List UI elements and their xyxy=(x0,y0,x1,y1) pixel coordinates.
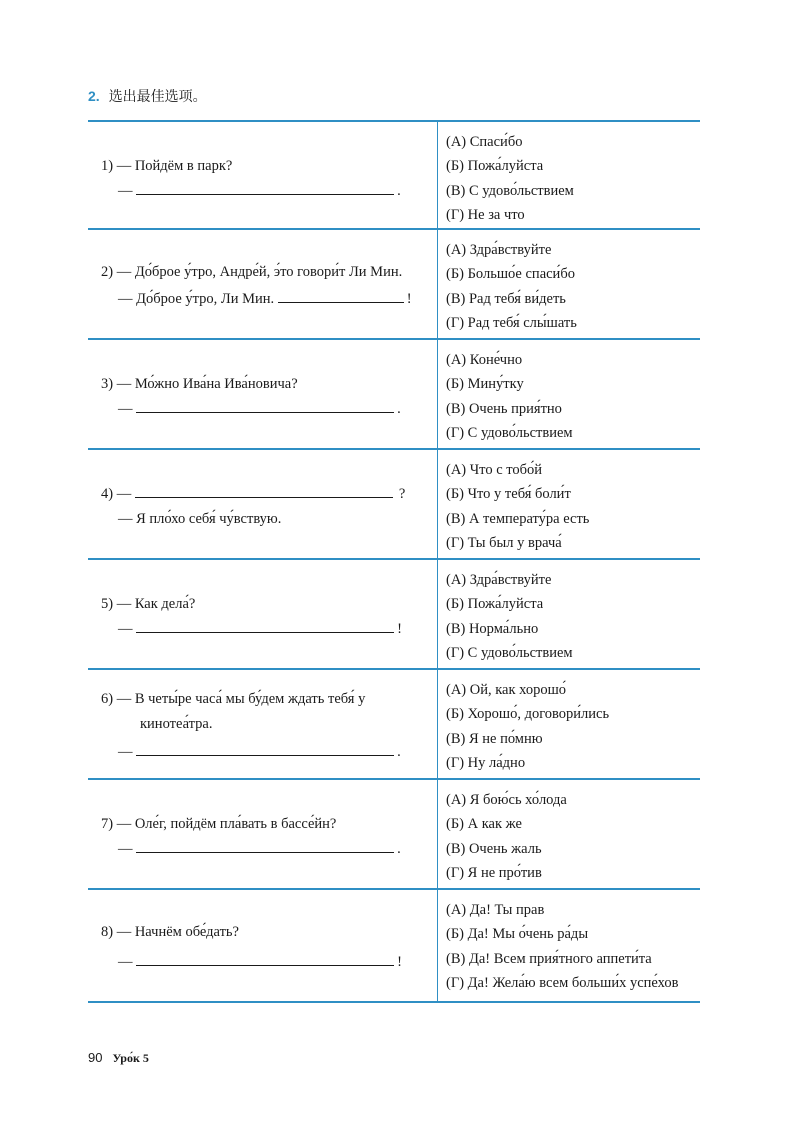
option-2-b[interactable]: (Б) Большо́е спаси́бо xyxy=(446,266,575,283)
option-8-d[interactable]: (Г) Да! Жела́ю всем больши́х успе́хов xyxy=(446,974,679,991)
question-cell-8 xyxy=(88,890,438,1001)
exercise-row-8 xyxy=(88,890,700,1003)
option-1-c[interactable]: (В) С удово́льствием xyxy=(446,182,574,199)
option-7-c[interactable]: (В) Очень жаль xyxy=(446,840,542,857)
exercise-row-4 xyxy=(88,450,700,560)
answer-blank-3[interactable] xyxy=(136,397,394,413)
question-1-end: . xyxy=(397,183,401,199)
exercise-table xyxy=(88,120,700,1003)
options-cell-7 xyxy=(446,788,567,885)
question-8-line-1: 8) — Начнём обе́дать? xyxy=(101,924,239,940)
question-7-line-1: 7) — Оле́г, пойдём пла́вать в бассе́йн? xyxy=(101,816,337,832)
exercise-row-3 xyxy=(88,340,700,450)
option-6-a[interactable]: (А) Ой, как хорошо́ xyxy=(446,682,567,698)
question-2-line-1: 2) — До́брое у́тро, Андре́й, э́то говори́т Ли Мин. xyxy=(101,264,403,280)
question-3-end: . xyxy=(397,401,401,417)
question-5-dash: — xyxy=(118,621,133,637)
question-3-line-1: 3) — Мо́жно Ива́на Ива́новича? xyxy=(101,376,298,392)
question-cell-5 xyxy=(88,560,438,668)
question-6-line-1: 6) — В четы́ре часа́ мы бу́дем ждать тебя́ у xyxy=(101,691,366,707)
question-8-end: ! xyxy=(397,954,402,970)
question-7-end: . xyxy=(397,841,401,857)
option-1-d[interactable]: (Г) Не за что xyxy=(446,206,525,223)
exercise-row-5 xyxy=(88,560,700,670)
exercise-number: 2. xyxy=(88,88,100,104)
options-cell-4 xyxy=(446,458,589,555)
question-6-dash: — xyxy=(118,744,133,760)
answer-blank-2[interactable] xyxy=(278,287,404,303)
option-5-d[interactable]: (Г) С удово́льствием xyxy=(446,644,573,661)
option-2-d[interactable]: (Г) Рад тебя́ слы́шать xyxy=(446,314,577,331)
question-8-line-2 xyxy=(118,950,402,974)
options-cell-5 xyxy=(446,568,573,665)
page-footer xyxy=(88,1050,149,1066)
option-7-b[interactable]: (Б) А как же xyxy=(446,816,522,833)
option-1-a[interactable]: (А) Спаси́бо xyxy=(446,134,523,150)
exercise-row-2 xyxy=(88,230,700,340)
question-7-dash: — xyxy=(118,841,133,857)
answer-blank-8[interactable] xyxy=(136,950,394,966)
question-6-line-2: кинотеа́тра. xyxy=(140,716,213,732)
exercise-heading xyxy=(88,86,207,106)
lesson-label: Уро́к 5 xyxy=(112,1051,149,1065)
answer-blank-4[interactable] xyxy=(135,482,393,498)
option-8-b[interactable]: (Б) Да! Мы о́чень ра́ды xyxy=(446,926,589,943)
option-3-c[interactable]: (В) Очень прия́тно xyxy=(446,400,562,417)
option-5-c[interactable]: (В) Норма́льно xyxy=(446,620,539,637)
option-8-a[interactable]: (А) Да! Ты прав xyxy=(446,902,545,918)
question-3-line-2 xyxy=(118,397,401,421)
question-2-text: — До́брое у́тро, Ли Мин. xyxy=(118,291,275,307)
option-8-c[interactable]: (В) Да! Всем прия́тного аппети́та xyxy=(446,950,652,967)
option-3-d[interactable]: (Г) С удово́льствием xyxy=(446,424,573,441)
exercise-title: 选出最佳选项。 xyxy=(108,89,207,105)
options-cell-1 xyxy=(446,130,574,227)
option-1-b[interactable]: (Б) Пожа́луйста xyxy=(446,158,544,175)
answer-blank-1[interactable] xyxy=(136,179,394,195)
option-6-c[interactable]: (В) Я не по́мню xyxy=(446,730,543,747)
question-cell-7 xyxy=(88,780,438,888)
option-4-b[interactable]: (Б) Что у тебя́ боли́т xyxy=(446,486,571,503)
options-cell-6 xyxy=(446,678,609,775)
question-7-line-2 xyxy=(118,837,401,861)
option-4-c[interactable]: (В) А температу́ра есть xyxy=(446,510,590,527)
question-cell-2 xyxy=(88,230,438,338)
question-cell-3 xyxy=(88,340,438,448)
option-6-b[interactable]: (Б) Хорошо́, договори́лись xyxy=(446,706,610,723)
exercise-row-7 xyxy=(88,780,700,890)
option-7-a[interactable]: (А) Я бою́сь хо́лода xyxy=(446,792,567,808)
options-cell-3 xyxy=(446,348,573,445)
question-4-line-2: — Я пло́хо себя́ чу́вствую. xyxy=(118,511,282,527)
exercise-row-6 xyxy=(88,670,700,780)
question-5-line-1: 5) — Как дела́? xyxy=(101,596,196,612)
options-cell-2 xyxy=(446,238,577,335)
option-2-a[interactable]: (А) Здра́вствуйте xyxy=(446,242,552,258)
question-5-line-2 xyxy=(118,617,402,641)
question-cell-1 xyxy=(88,122,438,228)
question-2-line-2 xyxy=(118,287,412,311)
answer-blank-7[interactable] xyxy=(136,837,394,853)
exercise-row-1 xyxy=(88,120,700,230)
option-4-d[interactable]: (Г) Ты был у врача́ xyxy=(446,534,562,551)
question-1-line-1: 1) — Пойдём в парк? xyxy=(101,158,233,174)
option-4-a[interactable]: (А) Что с тобо́й xyxy=(446,462,543,478)
question-4-prefix: 4) — xyxy=(101,486,132,502)
question-cell-6 xyxy=(88,670,438,778)
question-1-dash: — xyxy=(118,183,133,199)
question-6-end: . xyxy=(397,744,401,760)
question-6-line-3 xyxy=(118,740,401,764)
option-7-d[interactable]: (Г) Я не про́тив xyxy=(446,864,542,881)
question-4-line-1 xyxy=(101,482,405,506)
option-2-c[interactable]: (В) Рад тебя́ ви́деть xyxy=(446,290,566,307)
question-8-dash: — xyxy=(118,954,133,970)
option-3-b[interactable]: (Б) Мину́тку xyxy=(446,376,524,393)
question-2-end: ! xyxy=(406,291,412,307)
answer-blank-6[interactable] xyxy=(136,740,394,756)
question-4-end: ? xyxy=(398,486,406,502)
question-1-line-2 xyxy=(118,179,401,203)
question-cell-4 xyxy=(88,450,438,558)
option-5-b[interactable]: (Б) Пожа́луйста xyxy=(446,596,544,613)
option-3-a[interactable]: (А) Коне́чно xyxy=(446,352,523,368)
options-cell-8 xyxy=(446,898,678,995)
option-6-d[interactable]: (Г) Ну ла́дно xyxy=(446,754,526,771)
option-5-a[interactable]: (А) Здра́вствуйте xyxy=(446,572,552,588)
question-3-dash: — xyxy=(118,401,133,417)
answer-blank-5[interactable] xyxy=(136,617,394,633)
question-5-end: ! xyxy=(397,621,402,637)
page-number: 90 xyxy=(88,1050,103,1065)
